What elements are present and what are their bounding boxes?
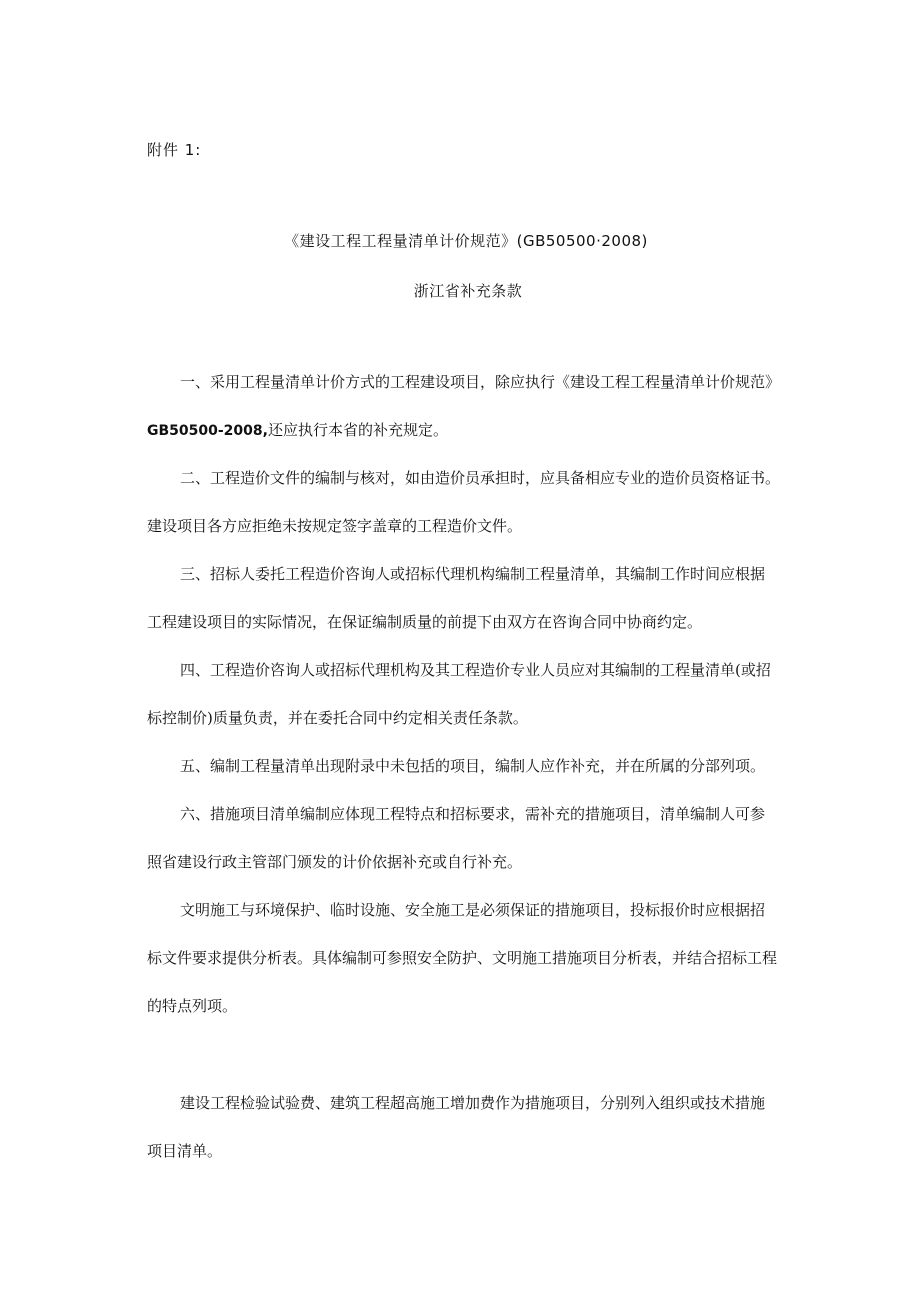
clause-6-note-1 [147,886,787,1030]
note-1-line-3: 的特点列项。 [147,997,238,1015]
clause-4-line-2: 标控制价)质量负责，并在委托合同中约定相关责任条款。 [147,709,528,727]
note-2-line-1: 建设工程检验试验费、建筑工程超高施工增加费作为措施项目，分别列入组织或技术措施 [180,1094,766,1112]
note-2-line-2: 项目清单。 [147,1142,223,1160]
document-subtitle: 浙江省补充条款 [413,282,523,300]
clause-1-tail: 还应执行本省的补充规定。 [267,421,448,439]
clause-6-line-2: 照省建设行政主管部门颁发的计价依据补充或自行补充。 [147,853,523,871]
document-title: 《建设工程工程量清单计价规范》(GB50500·2008) [284,232,648,250]
clause-4-line-1: 四、工程造价咨询人或招标代理机构及其工程造价专业人员应对其编制的工程量清单(或招 [180,661,771,679]
clause-2 [147,454,787,550]
clause-2-line-2: 建设项目各方应拒绝未按规定签字盖章的工程造价文件。 [147,517,523,535]
clause-6-line-1: 六、措施项目清单编制应体现工程特点和招标要求，需补充的措施项目，清单编制人可参 [180,805,766,823]
attachment-label: 附件 1: [147,141,202,159]
note-1-line-1: 文明施工与环境保护、临时设施、安全施工是必须保证的措施项目，投标报价时应根据招 [180,901,766,919]
standard-code: GB50500-2008, [147,423,268,439]
clause-3 [147,550,787,646]
clause-5-line-1: 五、编制工程量清单出现附录中未包括的项目，编制人应作补充，并在所属的分部列项。 [180,757,766,775]
clause-5 [147,742,787,790]
clause-1 [147,358,787,455]
clause-6 [147,790,787,886]
note-1-line-2: 标文件要求提供分析表。具体编制可参照安全防护、文明施工措施项目分析表，并结合招标工程 [147,949,778,967]
clause-2-line-1: 二、工程造价文件的编制与核对，如由造价员承担时，应具备相应专业的造价员资格证书。 [180,469,781,487]
clause-6-note-2 [147,1079,787,1175]
clause-1-line-1: 一、采用工程量清单计价方式的工程建设项目，除应执行《建设工程工程量清单计价规范》 [180,373,781,391]
clause-3-line-1: 三、招标人委托工程造价咨询人或招标代理机构编制工程量清单，其编制工作时间应根据 [180,565,766,583]
clause-4 [147,646,787,742]
clause-1-line-2 [147,406,787,455]
clause-3-line-2: 工程建设项目的实际情况，在保证编制质量的前提下由双方在咨询合同中协商约定。 [147,613,703,631]
